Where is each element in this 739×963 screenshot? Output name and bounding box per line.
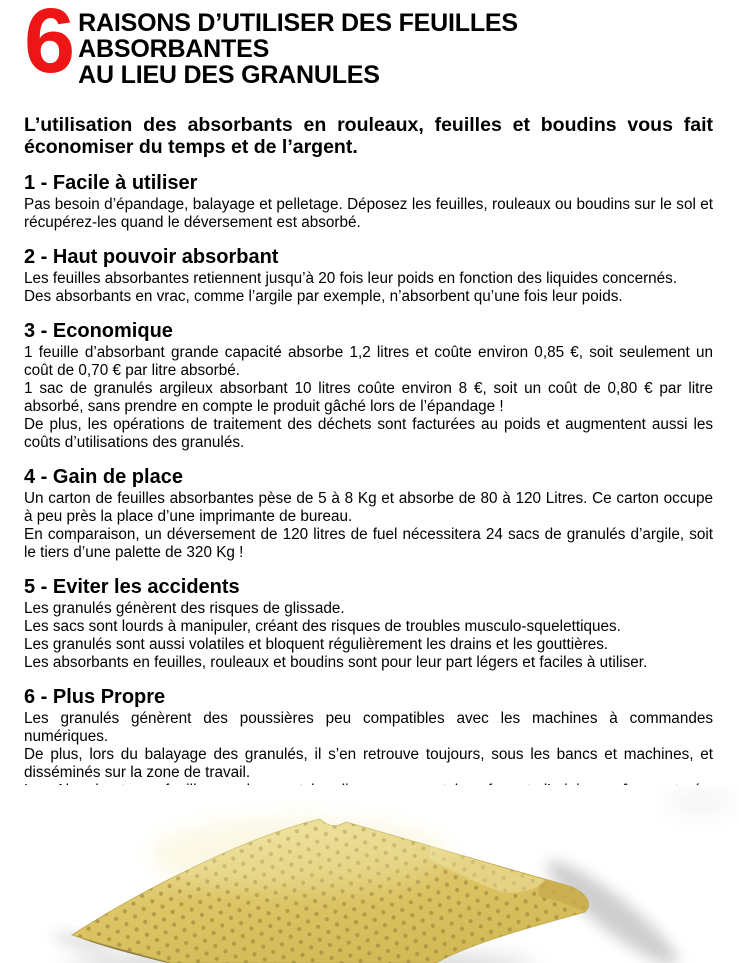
section-paragraph: De plus, lors du balayage des granulés, il s’en retrouve toujours, sous les bancs et machines, et disséminés sur la zone de travail.	[24, 746, 713, 781]
section-paragraph: Les absorbants en feuilles, rouleaux et boudins sont pour leur part légers et faciles à utiliser.	[24, 654, 648, 671]
section-paragraph: Les granulés génèrent des poussières peu compatibles avec les machines à commandes numériques.	[24, 710, 713, 745]
sections-container	[24, 173, 713, 818]
intro-paragraph: L’utilisation des absorbants en rouleaux, feuilles et boudins vous fait économiser du temps et de l’argent.	[24, 114, 713, 158]
section-heading: 1 - Facile à utiliser	[24, 172, 198, 194]
section-heading: 3 - Economique	[24, 320, 173, 342]
section-paragraph: Pas besoin d’épandage, balayage et pelletage. Déposez les feuilles, rouleaux ou boudins sur le sol et récupérez-les quand le déversement est absorbé.	[24, 196, 713, 231]
page-title	[78, 10, 713, 88]
section-paragraph: Un carton de feuilles absorbantes pèse de 5 à 8 Kg et absorbe de 80 à 120 Litres. Ce carton occupe à peu près la place d’une imprimante de bureau.	[24, 490, 713, 525]
section-paragraph: 1 feuille d’absorbant grande capacité absorbe 1,2 litres et coûte environ 0,85 €, soit seulement un coût de 0,70 € par litre absorbé.	[24, 344, 713, 379]
title-line-1: RAISONS D’UTILISER DES FEUILLES ABSORBANTES	[78, 9, 518, 63]
section-paragraph: Les granulés génèrent des risques de glissade.	[24, 600, 345, 617]
section-paragraph: Des absorbants en vrac, comme l’argile par exemple, n’absorbent qu’une fois leur poids.	[24, 288, 623, 305]
section-paragraph: Les granulés sont aussi volatiles et bloquent régulièrement les drains et les gouttières.	[24, 636, 609, 653]
big-number: 6	[24, 0, 74, 92]
section-paragraph: De plus, les opérations de traitement des déchets sont facturées au poids et augmentent aussi les coûts d’utilisations des granulés.	[24, 416, 713, 451]
section-heading: 6 - Plus Propre	[24, 686, 166, 708]
section-paragraph: En comparaison, un déversement de 120 litres de fuel nécessitera 24 sacs de granulés d’argile, soit le tiers d’une palette de 320 Kg !	[24, 526, 713, 561]
absorbent-sheet-illustration	[0, 785, 739, 963]
section-paragraph: Les feuilles absorbantes retiennent jusqu’à 20 fois leur poids en fonction des liquides concernés.	[24, 270, 678, 287]
section-heading: 5 - Eviter les accidents	[24, 576, 240, 598]
background-smudge	[666, 789, 734, 817]
sheet-top-highlight	[150, 817, 450, 893]
absorbent-sheet-photo	[0, 785, 739, 963]
title-line-2: AU LIEU DES GRANULES	[78, 61, 380, 89]
section-heading: 4 - Gain de place	[24, 466, 183, 488]
section-paragraph: Les sacs sont lourds à manipuler, créant des risques de troubles musculo-squelettiques.	[24, 618, 621, 635]
section-heading: 2 - Haut pouvoir absorbant	[24, 246, 279, 268]
header-block	[24, 0, 713, 92]
section-paragraph: 1 sac de granulés argileux absorbant 10 litres coûte environ 8 €, soit un coût de 0,80 € par litre absorbé, sans prendre en compte le produit gâché lors de l’épandage !	[24, 380, 713, 415]
